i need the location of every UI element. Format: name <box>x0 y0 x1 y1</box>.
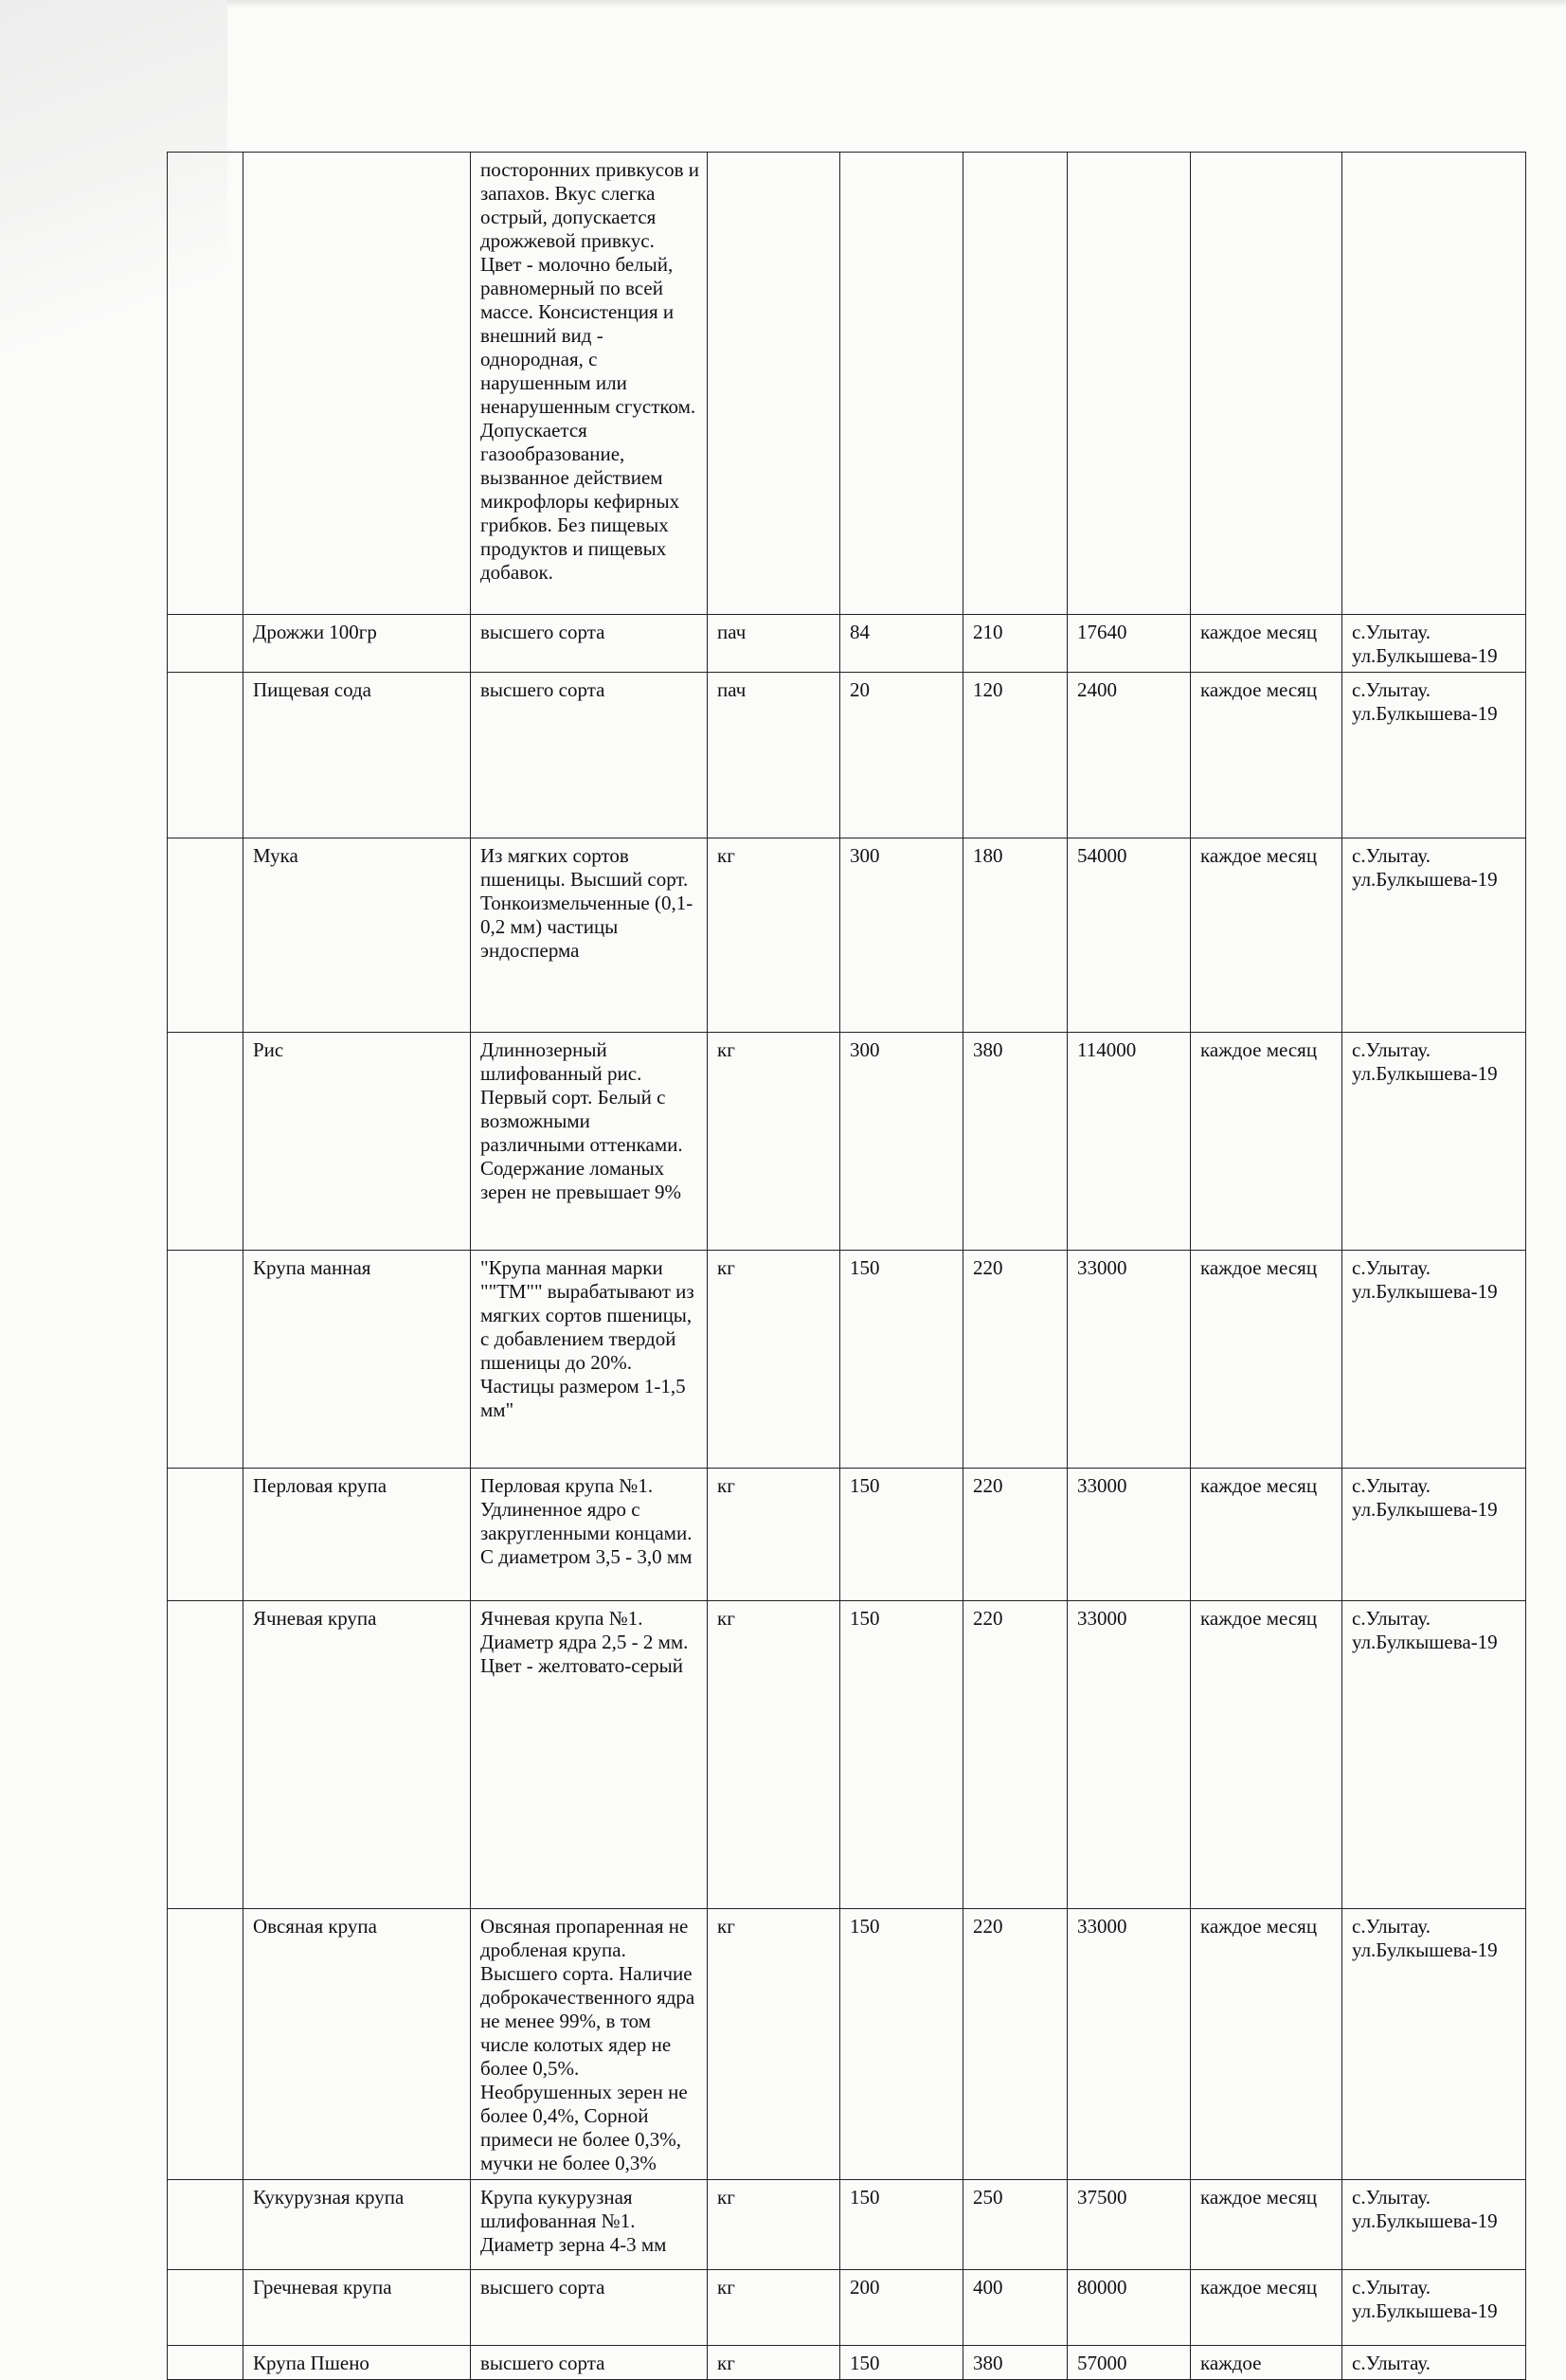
row-number-cell <box>168 1251 243 1469</box>
delivery-place-cell: с.Улытау. ул.Булкышева-19 <box>1342 615 1526 673</box>
sum-cell: 80000 <box>1068 2270 1191 2346</box>
product-description-cell: Длиннозерный шлифованный рис. Первый сорт. Белый с возможными различными оттенками. Содержание ломаных зерен не превышает 9% <box>471 1033 708 1251</box>
table-row <box>168 673 1526 838</box>
delivery-period-cell: каждое месяц <box>1191 1469 1342 1601</box>
delivery-period-cell: каждое месяц <box>1191 2180 1342 2270</box>
row-number-cell <box>168 2346 243 2380</box>
product-description-cell: Овсяная пропаренная не дробленая крупа. Высшего сорта. Наличие доброкачественного ядра не менее 99%, в том числе колотых ядер не более 0,5%. Необрушенных зерен не более 0,4%, Сорной примеси не более 0,3%, мучки не более 0,3% <box>471 1909 708 2180</box>
delivery-place-cell: с.Улытау. ул.Булкышева-19 <box>1342 2180 1526 2270</box>
quantity-cell: 150 <box>840 1251 963 1469</box>
delivery-period-cell <box>1191 153 1342 615</box>
product-description-cell: высшего сорта <box>471 673 708 838</box>
delivery-place-cell: с.Улытау. ул.Булкышева-19 <box>1342 838 1526 1033</box>
quantity-cell: 150 <box>840 2346 963 2380</box>
sum-cell <box>1068 153 1191 615</box>
delivery-place-cell: с.Улытау. ул.Булкышева-19 <box>1342 673 1526 838</box>
sum-cell: 33000 <box>1068 1469 1191 1601</box>
quantity-cell: 150 <box>840 1469 963 1601</box>
row-number-cell <box>168 2270 243 2346</box>
quantity-cell: 150 <box>840 1601 963 1909</box>
table-row <box>168 838 1526 1033</box>
unit-cell: кг <box>708 838 840 1033</box>
product-description-cell: Из мягких сортов пшеницы. Высший сорт. Тонкоизмельченные (0,1-0,2 мм) частицы эндосперма <box>471 838 708 1033</box>
quantity-cell: 150 <box>840 2180 963 2270</box>
product-description-cell: высшего сорта <box>471 2346 708 2380</box>
unit-cell <box>708 153 840 615</box>
row-number-cell <box>168 1469 243 1601</box>
sum-cell: 57000 <box>1068 2346 1191 2380</box>
delivery-period-cell: каждое месяц <box>1191 1033 1342 1251</box>
table-body <box>168 153 1526 2380</box>
delivery-period-cell: каждое месяц <box>1191 838 1342 1033</box>
delivery-place-cell: с.Улытау. ул.Булкышева-19 <box>1342 1251 1526 1469</box>
quantity-cell <box>840 153 963 615</box>
product-name-cell: Гречневая крупа <box>243 2270 471 2346</box>
product-name-cell: Перловая крупа <box>243 1469 471 1601</box>
table-row <box>168 2346 1526 2380</box>
delivery-period-cell: каждое месяц <box>1191 1251 1342 1469</box>
product-description-cell: "Крупа манная марки ""ТМ"" вырабатывают из мягких сортов пшеницы, с добавлением твердой пшеницы до 20%. Частицы размером 1-1,5 мм" <box>471 1251 708 1469</box>
unit-cell: кг <box>708 1469 840 1601</box>
quantity-cell: 200 <box>840 2270 963 2346</box>
product-name-cell: Крупа Пшено <box>243 2346 471 2380</box>
row-number-cell <box>168 1601 243 1909</box>
unit-cell: кг <box>708 1251 840 1469</box>
quantity-cell: 20 <box>840 673 963 838</box>
unit-cell: кг <box>708 2180 840 2270</box>
unit-cell: кг <box>708 1601 840 1909</box>
product-description-cell: высшего сорта <box>471 615 708 673</box>
delivery-place-cell: с.Улытау. ул.Булкышева-19 <box>1342 1033 1526 1251</box>
price-cell: 120 <box>963 673 1068 838</box>
row-number-cell <box>168 1909 243 2180</box>
price-cell: 210 <box>963 615 1068 673</box>
delivery-period-cell: каждое месяц <box>1191 615 1342 673</box>
table-row <box>168 1469 1526 1601</box>
delivery-period-cell: каждое месяц <box>1191 2270 1342 2346</box>
product-name-cell: Крупа манная <box>243 1251 471 1469</box>
price-cell: 380 <box>963 1033 1068 1251</box>
delivery-place-cell: с.Улытау. ул.Булкышева-19 <box>1342 1469 1526 1601</box>
price-cell: 400 <box>963 2270 1068 2346</box>
price-cell: 220 <box>963 1909 1068 2180</box>
unit-cell: пач <box>708 673 840 838</box>
price-cell: 220 <box>963 1601 1068 1909</box>
product-name-cell: Кукурузная крупа <box>243 2180 471 2270</box>
product-name-cell: Дрожжи 100гр <box>243 615 471 673</box>
sum-cell: 114000 <box>1068 1033 1191 1251</box>
product-name-cell: Овсяная крупа <box>243 1909 471 2180</box>
table-row <box>168 2270 1526 2346</box>
product-description-cell: Перловая крупа №1. Удлиненное ядро с закругленными концами. С диаметром 3,5 - 3,0 мм <box>471 1469 708 1601</box>
unit-cell: кг <box>708 1033 840 1251</box>
delivery-period-cell: каждое <box>1191 2346 1342 2380</box>
unit-cell: кг <box>708 1909 840 2180</box>
delivery-period-cell: каждое месяц <box>1191 1601 1342 1909</box>
price-cell: 380 <box>963 2346 1068 2380</box>
scan-top-edge <box>0 0 1566 8</box>
product-name-cell: Мука <box>243 838 471 1033</box>
quantity-cell: 150 <box>840 1909 963 2180</box>
price-cell: 180 <box>963 838 1068 1033</box>
sum-cell: 33000 <box>1068 1909 1191 2180</box>
delivery-period-cell: каждое месяц <box>1191 673 1342 838</box>
quantity-cell: 300 <box>840 1033 963 1251</box>
sum-cell: 33000 <box>1068 1251 1191 1469</box>
price-cell: 250 <box>963 2180 1068 2270</box>
table-row <box>168 615 1526 673</box>
delivery-period-cell: каждое месяц <box>1191 1909 1342 2180</box>
product-name-cell: Рис <box>243 1033 471 1251</box>
row-number-cell <box>168 153 243 615</box>
price-cell: 220 <box>963 1251 1068 1469</box>
sum-cell: 54000 <box>1068 838 1191 1033</box>
sum-cell: 17640 <box>1068 615 1191 673</box>
row-number-cell <box>168 673 243 838</box>
unit-cell: пач <box>708 615 840 673</box>
quantity-cell: 84 <box>840 615 963 673</box>
sum-cell: 33000 <box>1068 1601 1191 1909</box>
row-number-cell <box>168 1033 243 1251</box>
product-name-cell: Пищевая сода <box>243 673 471 838</box>
delivery-place-cell <box>1342 153 1526 615</box>
quantity-cell: 300 <box>840 838 963 1033</box>
price-cell <box>963 153 1068 615</box>
unit-cell: кг <box>708 2346 840 2380</box>
table-row <box>168 1251 1526 1469</box>
unit-cell: кг <box>708 2270 840 2346</box>
delivery-place-cell: с.Улытау. <box>1342 2346 1526 2380</box>
product-description-cell: Ячневая крупа №1. Диаметр ядра 2,5 - 2 мм. Цвет - желтовато-серый <box>471 1601 708 1909</box>
products-table <box>167 152 1526 2380</box>
sum-cell: 37500 <box>1068 2180 1191 2270</box>
table-row <box>168 1033 1526 1251</box>
product-description-cell: высшего сорта <box>471 2270 708 2346</box>
row-number-cell <box>168 615 243 673</box>
table-row <box>168 1601 1526 1909</box>
table-row <box>168 1909 1526 2180</box>
delivery-place-cell: с.Улытау. ул.Булкышева-19 <box>1342 1601 1526 1909</box>
product-description-cell: Крупа кукурузная шлифованная №1. Диаметр зерна 4-3 мм <box>471 2180 708 2270</box>
price-cell: 220 <box>963 1469 1068 1601</box>
row-number-cell <box>168 838 243 1033</box>
row-number-cell <box>168 2180 243 2270</box>
delivery-place-cell: с.Улытау. ул.Булкышева-19 <box>1342 2270 1526 2346</box>
product-name-cell <box>243 153 471 615</box>
delivery-place-cell: с.Улытау. ул.Булкышева-19 <box>1342 1909 1526 2180</box>
table-row <box>168 153 1526 615</box>
table-row <box>168 2180 1526 2270</box>
product-description-cell: посторонних привкусов и запахов. Вкус слегка острый, допускается дрожжевой привкус. Цвет - молочно белый, равномерный по всей массе. Консистенция и внешний вид - однородная, с нарушенным или ненарушенным сгустком. Допускается газообразование, вызванное действием микрофлоры кефирных грибков. Без пищевых продуктов и пищевых добавок. <box>471 153 708 615</box>
product-name-cell: Ячневая крупа <box>243 1601 471 1909</box>
sum-cell: 2400 <box>1068 673 1191 838</box>
